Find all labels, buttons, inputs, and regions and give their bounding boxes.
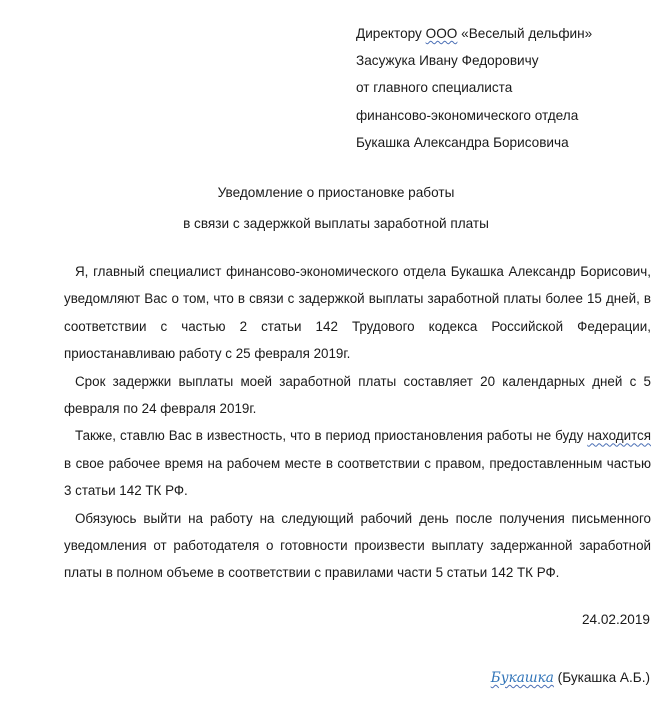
org-name: «Веселый дельфин» <box>457 26 593 41</box>
body-paragraph-2: Срок задержки выплаты моей заработной платы составляет 20 календарных дней с 5 февраля по 24 февраля 2019г. <box>64 373 651 417</box>
title-line-2: в связи с задержкой выплаты заработной платы <box>183 216 489 231</box>
body-paragraph-3-end: в свое рабочее время на рабочем месте в соответствии с правом, предоставленным частью 3 статьи 142 ТК РФ. <box>64 455 651 499</box>
addressee-block <box>356 20 656 156</box>
signature-block <box>491 664 650 692</box>
sender-line-position: от главного специалиста <box>356 80 513 96</box>
addressee-line-director <box>356 20 656 47</box>
sender-line-department: финансово-экономического отдела <box>356 107 579 123</box>
addressee-prefix: Директору <box>356 26 426 41</box>
body-paragraph-4: Обязуюсь выйти на работу на следующий рабочий день после получения письменного уведомления от работодателя о готовности произвести выплату задержанной заработной платы в полном объеме в соответствии с правилами части 5 статьи 142 ТК РФ. <box>64 510 651 581</box>
document-date: 24.02.2019 <box>581 612 650 627</box>
body-paragraph-3-start: Также, ставлю Вас в известность, что в период приостановления работы не буду <box>75 428 588 444</box>
body-paragraph-3 <box>64 422 651 504</box>
title-line-1: Уведомление о приостановке работы <box>217 185 455 200</box>
addressee-line-name: Засужука Ивану Федоровичу <box>356 53 539 69</box>
handwritten-signature: Букашка <box>490 670 554 686</box>
document-title <box>0 177 660 239</box>
spellcheck-flagged-word: находится <box>587 428 651 444</box>
org-abbreviation: ООО <box>425 26 458 41</box>
body-paragraph-1: Я, главный специалист финансово-экономического отдела Букашка Александр Борисович, уведомляют Вас о том, что в связи с задержкой выплаты заработной платы более 15 дней, в соответствии с частью 2 статьи 142 Трудового кодекса Российской Федерации, приостанавливаю работу с 25 февраля 2019г. <box>64 264 651 362</box>
document-body <box>64 258 651 587</box>
sender-line-name: Букашка Александра Борисовича <box>356 134 569 150</box>
signature-name: (Букашка А.Б.) <box>553 670 650 685</box>
